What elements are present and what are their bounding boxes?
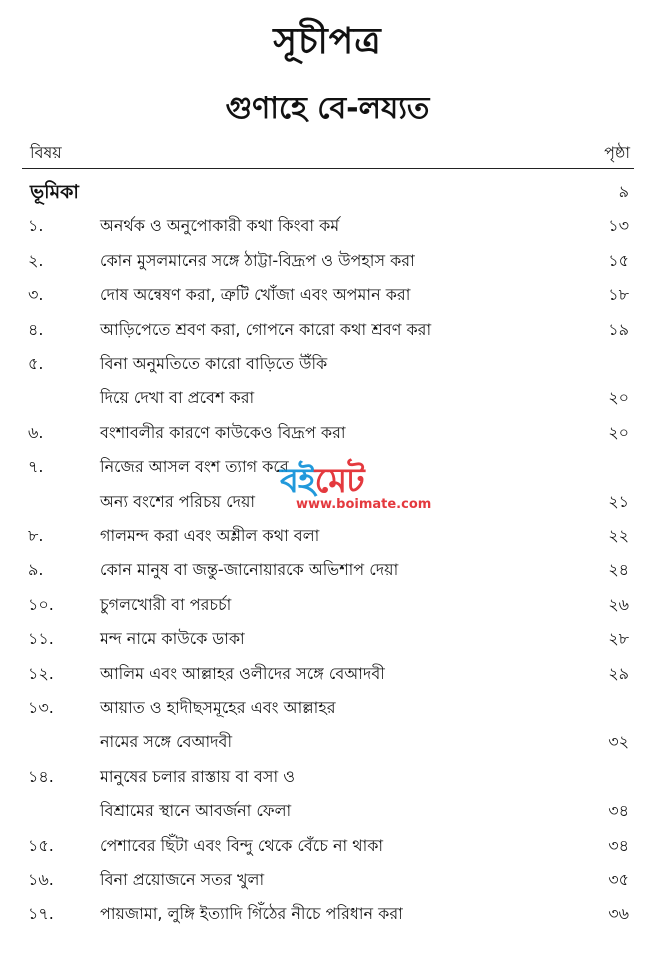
toc-entry-number: ১২. xyxy=(28,663,54,683)
toc-entry-title: বিনা প্রয়োজনে সতর খুলা xyxy=(100,870,265,889)
toc-entry-row xyxy=(0,486,655,518)
watermark-url: www.boimate.com xyxy=(296,497,432,512)
toc-entry-number: ১০. xyxy=(28,594,54,614)
subject-column-label: বিষয় xyxy=(30,143,62,162)
toc-entry-row xyxy=(0,726,655,758)
toc-entry-row xyxy=(0,864,655,896)
toc-entry-row xyxy=(0,692,655,724)
toc-entry-title: আয়াত ও হাদীছসমূহের এবং আল্লাহর xyxy=(100,698,336,717)
toc-entry-number: ১১. xyxy=(28,629,54,649)
toc-entry-page: ৩৫ xyxy=(608,870,629,889)
toc-entry-row xyxy=(0,623,655,655)
toc-entry-row xyxy=(0,348,655,380)
toc-entry-row xyxy=(0,279,655,311)
toc-intro-page: ৯ xyxy=(618,182,629,201)
header-divider xyxy=(22,168,634,169)
toc-entry-title: বংশাবলীর কারণে কাউকেও বিদ্রূপ করা xyxy=(100,422,346,442)
toc-entry-title: অন্য বংশের পরিচয় দেয়া xyxy=(100,491,256,511)
toc-entry-row xyxy=(0,245,655,277)
toc-entry-title: পেশাবের ছিঁটা এবং বিন্দু থেকে বেঁচে না থাকা xyxy=(100,835,384,855)
toc-entry-number: ২. xyxy=(28,250,44,270)
toc-entry-page: ২১ xyxy=(608,491,629,511)
toc-entry-row xyxy=(0,382,655,414)
toc-entry-number: ৪. xyxy=(28,319,44,339)
toc-entry-title: আলিম এবং আল্লাহর ওলীদের সঙ্গে বেআদবী xyxy=(100,663,385,683)
toc-entry-page: ৩২ xyxy=(608,732,629,752)
page-column-label: পৃষ্ঠা xyxy=(604,143,630,162)
watermark-logo: বইমেট xyxy=(280,461,364,501)
toc-entry-page: ২৯ xyxy=(608,663,629,683)
toc-entry-number: ৬. xyxy=(28,422,44,442)
toc-entry-row xyxy=(0,417,655,449)
toc-entry-title: কোন মানুষ বা জন্তু-জানোয়ারকে অভিশাপ দেয়া xyxy=(100,560,399,580)
toc-entry-number: ১৪. xyxy=(28,766,54,786)
toc-entry-title: চুগলখোরী বা পরচর্চা xyxy=(100,594,232,614)
toc-entry-row xyxy=(0,761,655,793)
toc-entry-row xyxy=(0,658,655,690)
book-subtitle: গুণাহে বে-লয্যত xyxy=(225,91,430,126)
toc-entry-number: ৫. xyxy=(28,354,44,373)
toc-entry-page: ২০ xyxy=(608,422,629,442)
toc-entry-row xyxy=(0,451,655,483)
toc-entry-title: আড়িপেতে শ্রবণ করা, গোপনে কারো কথা শ্রবণ করা xyxy=(100,319,432,339)
toc-entry-page: ২৪ xyxy=(608,560,629,580)
toc-entry-page: ২৬ xyxy=(608,594,629,614)
toc-entry-number: ৯. xyxy=(28,560,44,580)
page-title: সূচীপত্র xyxy=(273,21,382,62)
toc-entry-title: বিশ্রামের স্থানে আবর্জনা ফেলা xyxy=(100,801,292,821)
toc-entry-number: ১. xyxy=(28,216,44,236)
toc-entry-number: ১৩. xyxy=(28,698,54,717)
toc-entry-page: ৩৪ xyxy=(608,835,629,855)
toc-intro-label: ভূমিকা xyxy=(30,181,79,203)
toc-entry-title: দোষ অন্বেষণ করা, ত্রুটি খোঁজা এবং অপমান করা xyxy=(100,285,411,305)
toc-entry-page: ২৮ xyxy=(608,629,629,649)
toc-entry-number: ১৭. xyxy=(28,904,54,924)
toc-entry-row xyxy=(0,830,655,862)
toc-entry-title: গালমন্দ করা এবং অশ্লীল কথা বলা xyxy=(100,526,320,545)
toc-entry-title: মানুষের চলার রাস্তায় বা বসা ও xyxy=(100,766,296,786)
toc-entry-number: ১৬. xyxy=(28,870,54,889)
toc-entry-page: ১৮ xyxy=(608,285,629,305)
toc-entry-page: ১৯ xyxy=(608,319,629,339)
toc-entry-page: ৩৬ xyxy=(608,904,629,924)
toc-entry-title: পায়জামা, লুঙ্গি ইত্যাদি গিঁঠের নীচে পরিধান করা xyxy=(100,904,403,924)
toc-entry-row xyxy=(0,554,655,586)
toc-entry-page: ১৫ xyxy=(608,250,629,270)
toc-entry-number: ৭. xyxy=(28,457,44,477)
toc-entry-title: কোন মুসলমানের সঙ্গে ঠাট্টা-বিদ্রূপ ও উপহাস করা xyxy=(100,250,415,270)
toc-column-header xyxy=(30,140,630,166)
toc-entry-row xyxy=(0,589,655,621)
toc-entry-page: ১৩ xyxy=(608,216,629,236)
toc-entry-row xyxy=(0,210,655,242)
toc-entry-row xyxy=(0,898,655,930)
toc-entry-page: ২২ xyxy=(608,526,629,545)
toc-intro-row xyxy=(0,176,655,208)
toc-entry-row xyxy=(0,520,655,552)
toc-entry-title: দিয়ে দেখা বা প্রবেশ করা xyxy=(100,388,255,408)
toc-entry-title: অনর্থক ও অনুপোকারী কথা কিংবা কর্ম xyxy=(100,216,340,236)
toc-entry-title: বিনা অনুমতিতে কারো বাড়িতে উঁকি xyxy=(100,354,328,373)
toc-entry-number: ৩. xyxy=(28,285,44,305)
toc-entry-title: মন্দ নামে কাউকে ডাকা xyxy=(100,629,245,649)
toc-entry-page: ৩৪ xyxy=(608,801,629,821)
toc-entry-title: নিজের আসল বংশ ত্যাগ করে xyxy=(100,457,289,477)
toc-entry-page: ২০ xyxy=(608,388,629,408)
toc-entry-title: নামের সঙ্গে বেআদবী xyxy=(100,732,233,752)
toc-entry-row xyxy=(0,795,655,827)
toc-entry-number: ১৫. xyxy=(28,835,54,855)
toc-entry-row xyxy=(0,314,655,346)
toc-entry-number: ৮. xyxy=(28,526,44,545)
